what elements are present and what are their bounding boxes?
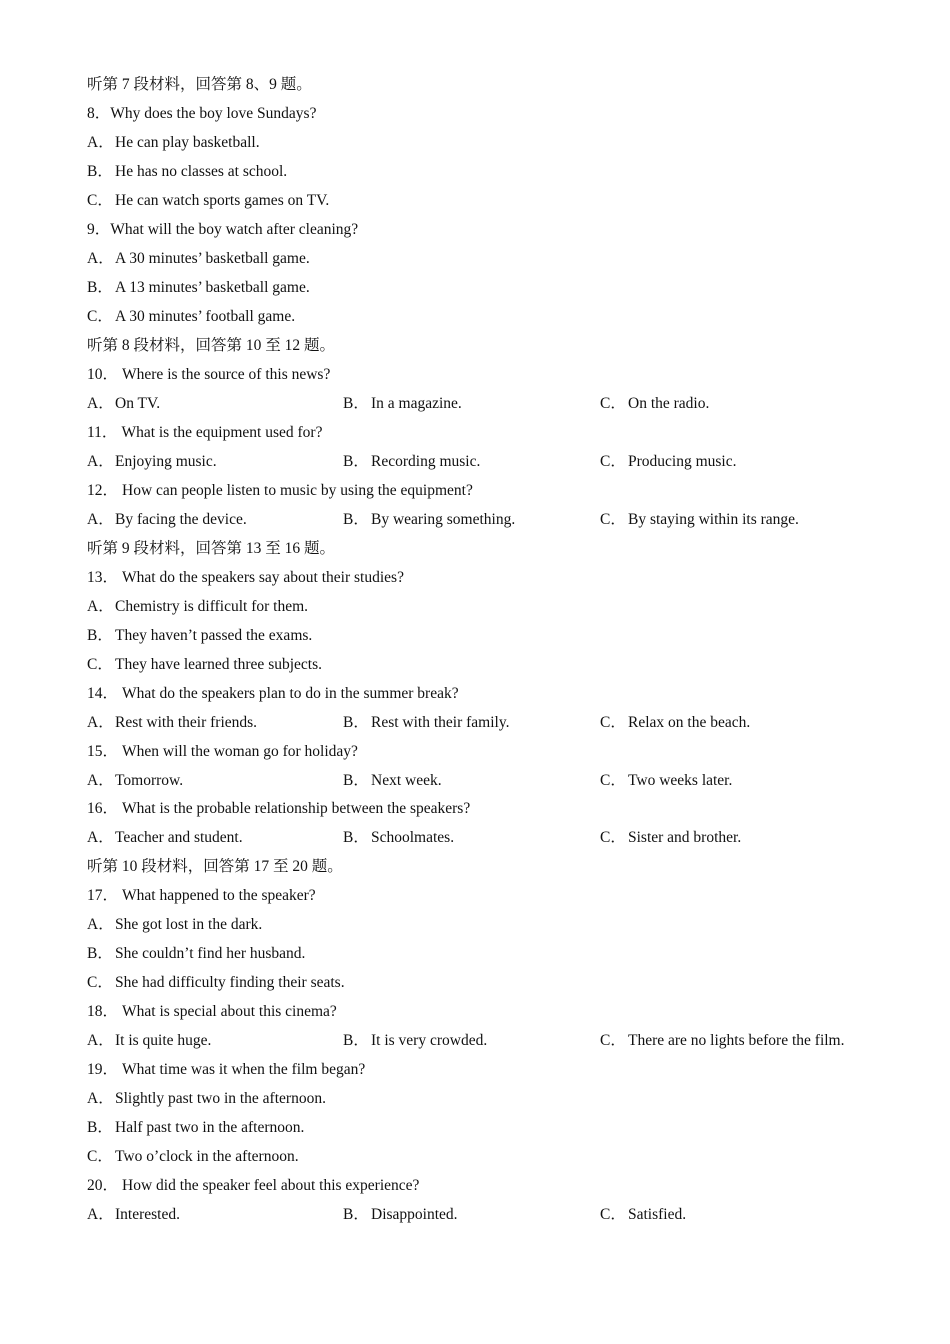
option <box>343 1030 487 1052</box>
option-row <box>87 770 887 792</box>
option-text: Producing music. <box>628 453 737 470</box>
option <box>600 770 732 792</box>
question-14 <box>87 683 459 705</box>
question-text: How did the speaker feel about this experience? <box>122 1177 420 1194</box>
section-header: 听第 10 段材料，回答第 17 至 20 题。 <box>87 858 343 875</box>
option-label: A． <box>87 916 114 933</box>
option-text: Next week. <box>371 772 442 789</box>
question-text: What time was it when the film began? <box>122 1061 366 1078</box>
question-15 <box>87 741 358 763</box>
option-text: Sister and brother. <box>628 829 742 846</box>
question-number: 10． <box>87 366 119 383</box>
question-text: Why does the boy love Sundays? <box>110 105 317 122</box>
option-label: C． <box>600 1032 626 1049</box>
option <box>600 712 750 734</box>
question-text: Where is the source of this news? <box>122 366 331 383</box>
option <box>87 596 308 618</box>
option-text: A 13 minutes’ basketball game. <box>115 279 310 296</box>
question-number: 14． <box>87 685 119 702</box>
option <box>87 248 310 270</box>
option-label: B． <box>87 1119 113 1136</box>
option-label: A． <box>87 134 114 151</box>
option-label: A． <box>87 511 114 528</box>
question-17 <box>87 885 316 907</box>
option-text: On the radio. <box>628 395 710 412</box>
option <box>87 277 310 299</box>
option-label: C． <box>600 453 626 470</box>
option-text: Chemistry is difficult for them. <box>115 598 309 615</box>
option <box>87 1030 211 1052</box>
option-row <box>87 1030 887 1052</box>
question-8 <box>87 103 316 125</box>
option <box>87 972 345 994</box>
option <box>87 393 160 415</box>
question-text: What do the speakers say about their studies? <box>122 569 404 586</box>
option-text: It is quite huge. <box>115 1032 212 1049</box>
option-text: She got lost in the dark. <box>115 916 263 933</box>
option-label: B． <box>343 1206 369 1223</box>
option-label: A． <box>87 829 114 846</box>
option-text: He can play basketball. <box>115 134 260 151</box>
question-13 <box>87 567 404 589</box>
question-text: How can people listen to music by using the equipment? <box>122 482 473 499</box>
option-label: B． <box>343 714 369 731</box>
question-18 <box>87 1001 337 1023</box>
option-label: B． <box>343 772 369 789</box>
option-text: Half past two in the afternoon. <box>115 1119 305 1136</box>
question-number: 8． <box>87 105 111 122</box>
question-number: 9． <box>87 221 111 238</box>
option-label: C． <box>600 1206 626 1223</box>
question-12 <box>87 480 473 502</box>
option-label: B． <box>87 627 113 644</box>
option <box>600 827 741 849</box>
question-16 <box>87 798 470 820</box>
option-text: Schoolmates. <box>371 829 455 846</box>
option-label: A． <box>87 714 114 731</box>
option-row <box>87 1204 887 1226</box>
option <box>87 1204 180 1226</box>
option <box>343 451 480 473</box>
section-header: 听第 7 段材料，回答第 8、9 题。 <box>87 76 312 93</box>
option-label: C． <box>600 829 626 846</box>
option-label: C． <box>600 714 626 731</box>
option-text: Tomorrow. <box>115 772 184 789</box>
option <box>600 1204 686 1226</box>
option-label: B． <box>87 279 113 296</box>
option-text: She had difficulty finding their seats. <box>115 974 345 991</box>
option-label: A． <box>87 772 114 789</box>
option-row <box>87 712 887 734</box>
option <box>343 712 509 734</box>
question-text: What will the boy watch after cleaning? <box>110 221 359 238</box>
option-text: Rest with their family. <box>371 714 510 731</box>
option-text: In a magazine. <box>371 395 462 412</box>
question-10 <box>87 364 330 386</box>
option-label: C． <box>600 395 626 412</box>
option-text: She couldn’t find her husband. <box>115 945 306 962</box>
option-text: Recording music. <box>371 453 481 470</box>
option <box>87 1088 326 1110</box>
option-label: A． <box>87 250 114 267</box>
option-row <box>87 509 887 531</box>
option-label: C． <box>87 656 113 673</box>
option-text: By wearing something. <box>371 511 516 528</box>
section-header: 听第 9 段材料，回答第 13 至 16 题。 <box>87 540 336 557</box>
option <box>343 827 454 849</box>
option <box>87 654 322 676</box>
option <box>600 509 799 531</box>
question-number: 12． <box>87 482 119 499</box>
option-label: A． <box>87 1090 114 1107</box>
option-text: Interested. <box>115 1206 180 1223</box>
option <box>87 914 262 936</box>
option-label: A． <box>87 453 114 470</box>
option <box>600 1030 845 1052</box>
question-text: When will the woman go for holiday? <box>122 743 358 760</box>
option <box>87 625 312 647</box>
question-text: What happened to the speaker? <box>122 887 316 904</box>
option-label: C． <box>600 772 626 789</box>
option-label: A． <box>87 1032 114 1049</box>
option <box>87 451 217 473</box>
option-text: They haven’t passed the exams. <box>115 627 313 644</box>
option-label: A． <box>87 1206 114 1223</box>
option-text: Satisfied. <box>628 1206 687 1223</box>
question-11 <box>87 422 322 444</box>
question-number: 11． <box>87 424 118 441</box>
option-text: A 30 minutes’ football game. <box>115 308 296 325</box>
question-number: 15． <box>87 743 119 760</box>
option-row <box>87 451 887 473</box>
question-text: What is the equipment used for? <box>121 424 323 441</box>
option <box>87 190 329 212</box>
option-text: Relax on the beach. <box>628 714 751 731</box>
option-label: C． <box>87 1148 113 1165</box>
question-number: 20． <box>87 1177 119 1194</box>
option <box>600 451 737 473</box>
option-text: Rest with their friends. <box>115 714 258 731</box>
option <box>87 1117 304 1139</box>
option-label: B． <box>343 395 369 412</box>
question-text: What is special about this cinema? <box>122 1003 337 1020</box>
option <box>87 943 305 965</box>
option-text: They have learned three subjects. <box>115 656 323 673</box>
option-label: A． <box>87 598 114 615</box>
question-9 <box>87 219 358 241</box>
option-text: There are no lights before the film. <box>628 1032 845 1049</box>
question-number: 17． <box>87 887 119 904</box>
question-number: 19． <box>87 1061 119 1078</box>
option <box>87 161 287 183</box>
option-label: B． <box>87 163 113 180</box>
option-text: Two weeks later. <box>628 772 733 789</box>
option-text: He has no classes at school. <box>115 163 288 180</box>
option-label: B． <box>343 1032 369 1049</box>
option-text: By staying within its range. <box>628 511 799 528</box>
option-label: A． <box>87 395 114 412</box>
option-text: Disappointed. <box>371 1206 458 1223</box>
option-text: On TV. <box>115 395 161 412</box>
option-row <box>87 393 887 415</box>
option <box>87 712 257 734</box>
option <box>87 306 295 328</box>
option <box>343 393 462 415</box>
question-number: 13． <box>87 569 119 586</box>
option <box>87 770 183 792</box>
question-number: 18． <box>87 1003 119 1020</box>
question-20 <box>87 1175 419 1197</box>
option-text: Teacher and student. <box>115 829 243 846</box>
option <box>343 509 515 531</box>
option-row <box>87 827 887 849</box>
option <box>600 393 709 415</box>
option-label: B． <box>343 511 369 528</box>
option-label: C． <box>87 308 113 325</box>
question-text: What do the speakers plan to do in the summer break? <box>122 685 459 702</box>
question-19 <box>87 1059 365 1081</box>
section-header: 听第 8 段材料，回答第 10 至 12 题。 <box>87 337 336 354</box>
option-label: B． <box>87 945 113 962</box>
option-text: Two o’clock in the afternoon. <box>115 1148 299 1165</box>
option-text: He can watch sports games on TV. <box>115 192 330 209</box>
option <box>87 132 260 154</box>
option-label: B． <box>343 829 369 846</box>
option-label: C． <box>87 974 113 991</box>
option-text: Enjoying music. <box>115 453 217 470</box>
option-text: Slightly past two in the afternoon. <box>115 1090 326 1107</box>
option-text: By facing the device. <box>115 511 247 528</box>
option-label: C． <box>600 511 626 528</box>
option-label: C． <box>87 192 113 209</box>
option <box>87 827 243 849</box>
option-text: It is very crowded. <box>371 1032 488 1049</box>
option <box>87 1146 299 1168</box>
option <box>343 770 442 792</box>
option-label: B． <box>343 453 369 470</box>
question-text: What is the probable relationship between the speakers? <box>122 800 471 817</box>
question-number: 16． <box>87 800 119 817</box>
option-text: A 30 minutes’ basketball game. <box>115 250 310 267</box>
option <box>343 1204 458 1226</box>
option <box>87 509 247 531</box>
